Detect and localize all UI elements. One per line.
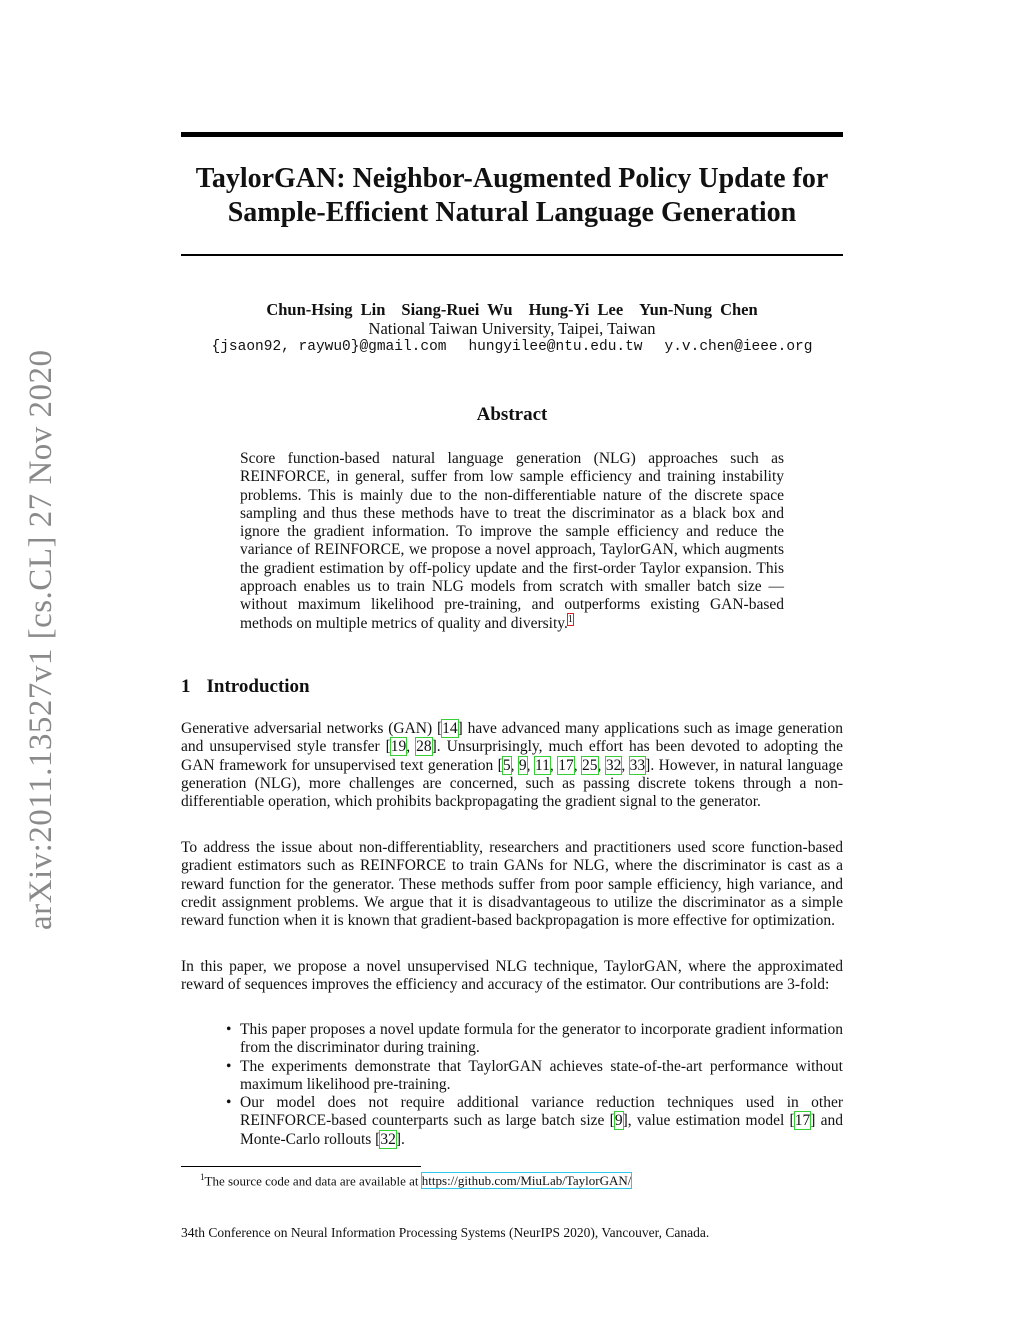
citation-link[interactable]: 5 bbox=[502, 756, 511, 774]
text-run: ] have advanced many applications such as image generation and unsupervised style transfer [ bbox=[181, 720, 843, 756]
text-run: Generative adversarial networks (GAN) [ bbox=[181, 720, 443, 737]
footnote-rule bbox=[181, 1166, 421, 1167]
title-rule bbox=[181, 254, 843, 256]
citation-link[interactable]: 32 bbox=[605, 756, 622, 774]
text-run: ] and Monte-Carlo rollouts [ bbox=[240, 1112, 843, 1148]
title-line-1: TaylorGAN: Neighbor-Augmented Policy Update for bbox=[195, 163, 829, 194]
citation-link[interactable]: 25 bbox=[582, 756, 598, 774]
intro-paragraph-3: In this paper, we propose a novel unsupervised NLG technique, TaylorGAN, where the approximated reward of sequences improves the efficiency and accuracy of the estimator. Our contributions are 3-fold: bbox=[181, 958, 843, 994]
text-run: Our model does not require additional variance reduction techniques used in other REINFORCE-based counterparts such as large batch size [ bbox=[240, 1094, 843, 1130]
text-run: ], value estimation model [ bbox=[622, 1112, 795, 1130]
author-name: Hung-Yi Lee bbox=[528, 300, 624, 319]
contributions-list bbox=[222, 1021, 843, 1149]
citation-link[interactable]: 33 bbox=[629, 756, 646, 774]
section-number: 1 bbox=[181, 676, 191, 697]
list-item bbox=[222, 1094, 843, 1149]
email: hungyilee@ntu.edu.tw bbox=[468, 339, 643, 355]
section-title: Introduction bbox=[206, 676, 310, 697]
footnote bbox=[200, 1172, 631, 1189]
citation-link[interactable]: 28 bbox=[416, 738, 432, 756]
abstract-body bbox=[240, 450, 784, 633]
list-item: • This paper proposes a novel update formula for the generator to incorporate gradient information from the discriminator during training. bbox=[222, 1021, 843, 1058]
citation-link[interactable]: 11 bbox=[534, 756, 550, 774]
footnote-text: The source code and data are available at bbox=[204, 1173, 422, 1189]
text-run: ]. However, in natural language generation (NLG), more challenges are concerned, such as passing discrete tokens through a non-differentiable operation, which prohibits backpropagating the gradient signal to the generator. bbox=[181, 756, 844, 811]
github-link[interactable]: https://github.com/MiuLab/TaylorGAN/ bbox=[421, 1173, 632, 1189]
citation-link[interactable]: 32 bbox=[380, 1130, 396, 1148]
title-line-2: Sample-Efficient Natural Language Generation bbox=[227, 197, 797, 228]
arxiv-id-label: arXiv:2011.13527v1 [cs.CL] 27 Nov 2020 bbox=[23, 349, 59, 930]
author-name: Siang-Ruei Wu bbox=[401, 300, 513, 319]
conference-footer: 34th Conference on Neural Information Processing Systems (NeurIPS 2020), Vancouver, Canada. bbox=[181, 1225, 710, 1240]
text-run: ]. bbox=[395, 1130, 405, 1148]
email: {jsaon92, raywu0}@gmail.com bbox=[211, 339, 447, 355]
author-name: Chun-Hsing Lin bbox=[266, 300, 386, 319]
author-emails bbox=[181, 338, 843, 357]
paper-title bbox=[181, 162, 843, 230]
text-run: ]. Unsurprisingly, much effort has been devoted to adopting the GAN framework for unsupervised text generation [ bbox=[181, 738, 843, 774]
author-block bbox=[181, 300, 843, 357]
citation-link[interactable]: 9 bbox=[614, 1112, 623, 1130]
citation-link[interactable]: 14 bbox=[442, 720, 458, 737]
citation-link[interactable]: 9 bbox=[518, 756, 527, 774]
intro-paragraph-1: Generative adversarial networks (GAN) [14] have advanced many applications such as image generation and unsupervised style transfer [19, 28]. Unsurprisingly, much effort has been devoted to adopting the GAN framework for unsupervised text generation [5, 9, 11, 17, 25, 32, 33]. However, in natural language generation (NLG), more challenges are concerned, such as passing discrete tokens through a non-differentiable operation, which prohibits backpropagating the gradient signal to the generator. bbox=[181, 720, 844, 811]
email: y.v.chen@ieee.org bbox=[664, 339, 813, 355]
citation-link[interactable]: 19 bbox=[390, 738, 407, 756]
author-name: Yun-Nung Chen bbox=[639, 300, 758, 319]
top-rule bbox=[181, 132, 843, 137]
abstract-text: Score function-based natural language generation (NLG) approaches such as REINFORCE, in general, suffer from low sample efficiency and training instability problems. This is mainly due to the non-differentiable nature of the discrete space sampling and thus these methods have to treat the discriminator as a black box and ignore the gradient information. To improve the sample efficiency and reduce the variance of REINFORCE, we propose a novel approach, TaylorGAN, which augments the gradient estimation by off-policy update and the first-order Taylor expansion. This approach enables us to train NLG models from scratch with smaller batch size — without maximum likelihood pre-training, and outperforms existing GAN-based methods on multiple metrics of quality and diversity. bbox=[240, 450, 784, 632]
section-heading bbox=[181, 676, 310, 698]
affiliation: National Taiwan University, Taipei, Taiwan bbox=[368, 319, 656, 338]
list-item: • The experiments demonstrate that TaylorGAN achieves state-of-the-art performance without maximum likelihood pre-training. bbox=[222, 1058, 843, 1095]
footnote-ref[interactable]: 1 bbox=[567, 613, 573, 625]
author-names bbox=[181, 300, 843, 319]
intro-paragraph-2: To address the issue about non-differentiablity, researchers and practitioners used score function-based gradient estimators such as REINFORCE to train GANs for NLG, where the discriminator is cast as a reward function for the generator. These methods suffer from poor sample efficiency, high variance, and credit assignment problems. We argue that it is disadvantageous to utilize the discriminator as a simple reward function when it is known that gradient-based backpropagation is more effective for optimization. bbox=[181, 839, 843, 930]
citation-link[interactable]: 17 bbox=[794, 1112, 811, 1130]
footnote-mark: 1 bbox=[200, 1172, 205, 1182]
abstract-heading: Abstract bbox=[476, 404, 548, 425]
citation-link[interactable]: 17 bbox=[558, 756, 574, 774]
